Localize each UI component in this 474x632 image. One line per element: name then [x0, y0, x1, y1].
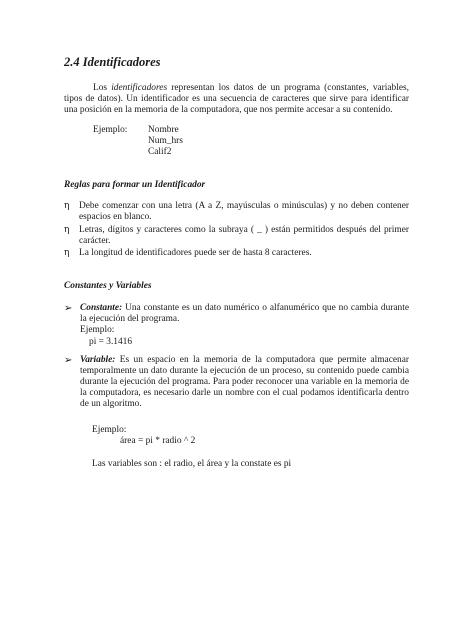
rules-heading: Reglas para formar un Identificador	[64, 180, 206, 190]
example-list	[148, 125, 183, 158]
intro-text-start: Los	[93, 83, 112, 93]
rule-item: La longitud de identificadores puede ser de hasta 8 caracteres.	[79, 248, 312, 258]
rule-item: Letras, dígitos y caracteres como la subraya ( _ ) están permitidos después del primer carácter.	[79, 225, 409, 246]
variable-term: Variable:	[80, 355, 116, 365]
constant-example: pi = 3.1416	[89, 337, 133, 347]
example-item: Calif2	[148, 147, 172, 157]
example-label: Ejemplo:	[93, 125, 128, 135]
arrow-bullet-icon: ➢	[64, 303, 73, 314]
intro-paragraph	[64, 83, 409, 116]
variables-note: Las variables son : el radio, el área y la constate es pi	[92, 459, 292, 469]
rule-bullet-icon: η	[64, 248, 70, 258]
constant-definition	[80, 303, 409, 325]
variable-text: Es un espacio en la memoria de la computadora que permite almacenar temporalmente un dato durante la ejecución de un proceso, su contenido puede cambia durante la ejecución del programa. Para poder reconocer una variable en la memoria de la computadora, es necesario darle un nombre con el cual podamos identificarla dentro de un algoritmo.	[80, 355, 409, 409]
constant-example-label: Ejemplo:	[80, 325, 115, 335]
variable-example: área = pi * radio ^ 2	[120, 436, 196, 446]
arrow-bullet-icon: ➢	[64, 355, 73, 366]
constants-heading: Constantes y Variables	[64, 281, 152, 291]
variable-example-label: Ejemplo:	[92, 425, 127, 435]
rule-bullet-icon: η	[64, 225, 70, 235]
constant-term: Constante:	[80, 303, 123, 313]
rule-item: Debe comenzar con una letra (A a Z, mayúsculas o minúsculas) y no deben contener espacios en blanco.	[79, 201, 409, 222]
example-item: Nombre	[148, 125, 179, 135]
intro-italic-term: identificadores	[111, 83, 168, 93]
constant-text: Una constante es un dato numérico o alfanumérico que no cambia durante la ejecución del programa.	[80, 303, 409, 324]
intro-text-end: representan los datos de un programa (constantes, variables, tipos de datos). Un identificador es una secuencia de caracteres que sirve para identificar una posición en la memoria de la computadora, que nos permite accesar a su contenido.	[64, 83, 409, 115]
rule-bullet-icon: η	[64, 201, 70, 211]
example-item: Num_hrs	[148, 136, 183, 146]
variable-definition	[80, 355, 409, 410]
section-title: 2.4 Identificadores	[64, 55, 161, 69]
